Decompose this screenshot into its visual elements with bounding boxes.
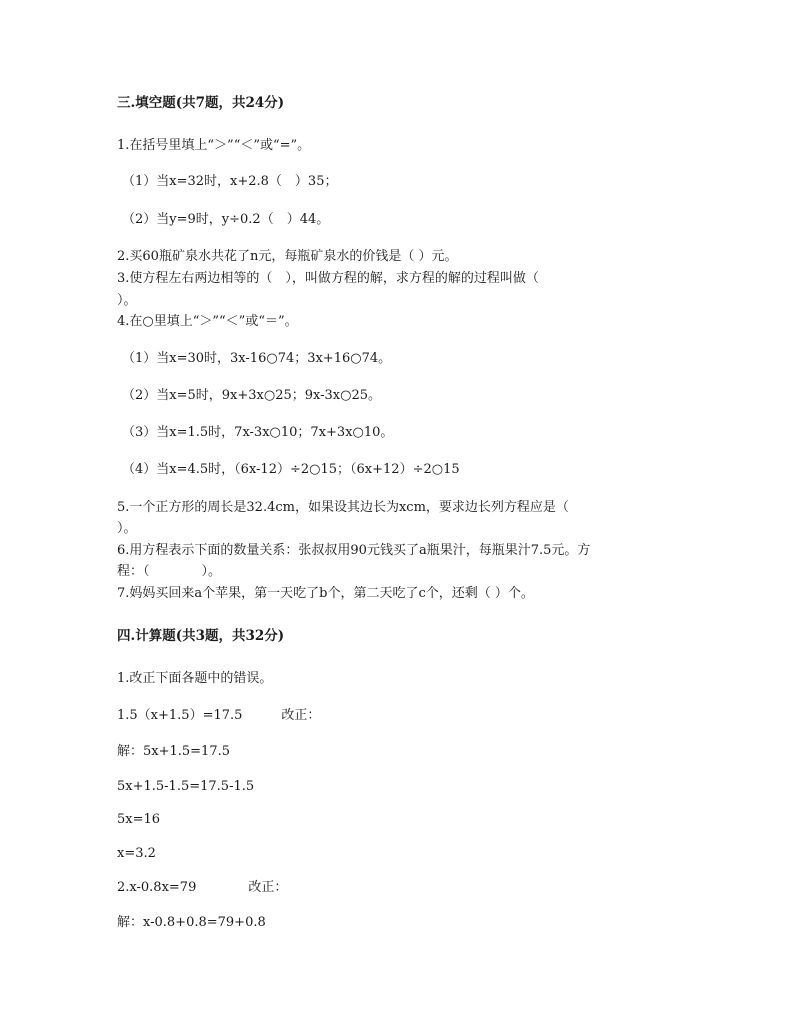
calc-question-1-stem: 1.改正下面各题中的错误。 [117,671,273,686]
calc-item-1: 1.5（x+1.5）=17.5 改正： [117,708,321,723]
calc-step-4: x=3.2 [117,846,156,861]
question-5-line-2: ）。 [117,521,137,536]
question-4-part-1: （1）当x=30时，3x-16○74；3x+16○74。 [122,351,392,366]
question-2: 2.买60瓶矿泉水共花了n元，每瓶矿泉水的价钱是（ ）元。 [117,249,458,264]
calc-item-2: 2.x-0.8x=79 改正： [117,880,288,895]
calc-step-5: 解：x-0.8+0.8=79+0.8 [117,915,266,930]
question-5-line-1: 5.一个正方形的周长是32.4cm，如果设其边长为xcm，要求边长列方程应是（ [117,500,569,515]
question-3-line-2: ）。 [117,293,137,308]
question-4-part-4: （4）当x=4.5时，（6x-12）÷2○15；（6x+12）÷2○15 [122,462,460,477]
question-6-line-1: 6.用方程表示下面的数量关系：张叔叔用90元钱买了a瓶果汁，每瓶果汁7.5元。方 [117,543,591,558]
question-4-part-3: （3）当x=1.5时，7x-3x○10；7x+3x○10。 [122,425,394,440]
section3-heading: 三.填空题(共7题，共24分) [117,95,285,111]
calc-step-3: 5x=16 [117,812,161,827]
question-4-stem: 4.在○里填上“＞”“＜”或“＝”。 [117,314,298,329]
question-7: 7.妈妈买回来a个苹果，第一天吃了b个，第二天吃了c个，还剩（ ）个。 [117,586,534,601]
question-3-line-1: 3.使方程左右两边相等的（ ），叫做方程的解，求方程的解的过程叫做（ [117,271,539,286]
question-4-part-2: （2）当x=5时，9x+3x○25；9x-3x○25。 [122,388,382,403]
section4-heading: 四.计算题(共3题，共32分) [117,628,285,644]
question-1-part-2: （2）当y=9时，y÷0.2（ ）44。 [122,212,330,227]
calc-step-2: 5x+1.5-1.5=17.5-1.5 [117,779,255,794]
question-6-line-2: 程：（ ）。 [117,564,222,579]
question-1-part-1: （1）当x=32时，x+2.8（ ）35； [122,174,338,189]
calc-step-1: 解：5x+1.5=17.5 [117,744,231,759]
question-1-stem: 1.在括号里填上“＞”“＜”或“=”。 [117,138,311,153]
